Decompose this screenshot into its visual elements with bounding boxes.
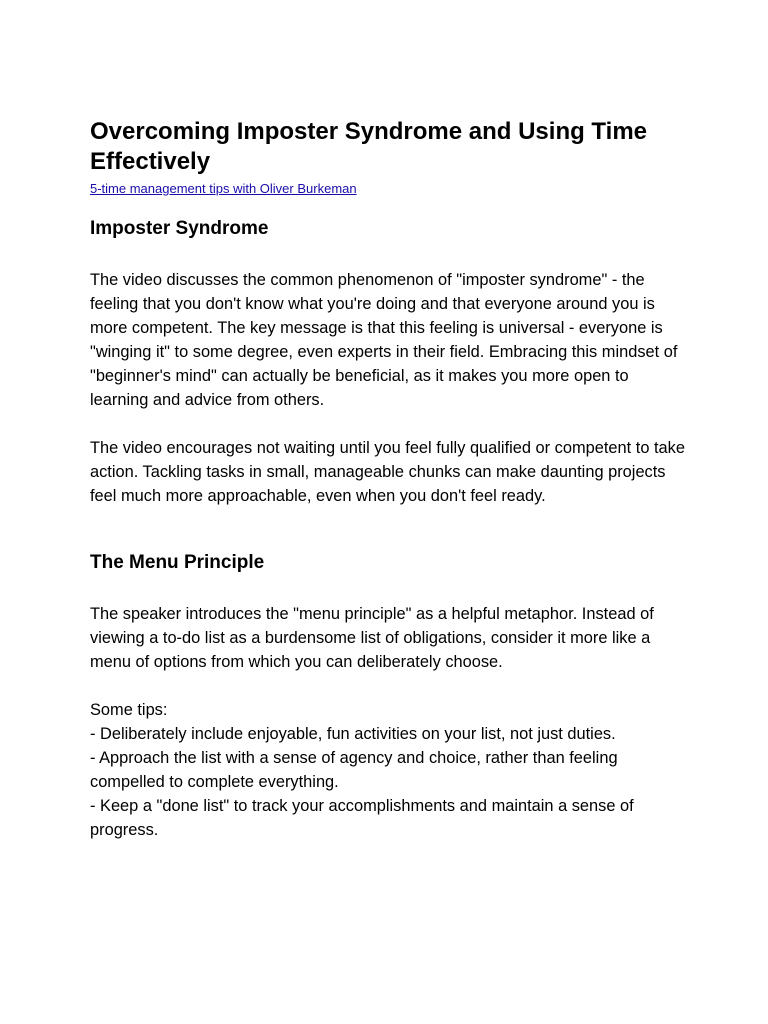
section-heading-menu-principle: The Menu Principle — [90, 552, 265, 573]
document-title: Overcoming Imposter Syndrome and Using Time Effectively — [90, 118, 648, 175]
tip-item: - Keep a "done list" to track your accomplishments and maintain a sense of progress. — [90, 797, 634, 839]
document-page — [90, 117, 690, 842]
section-heading-imposter-syndrome: Imposter Syndrome — [90, 218, 269, 239]
tips-block — [90, 698, 690, 842]
source-video-link[interactable]: 5-time management tips with Oliver Burkeman — [90, 181, 357, 196]
tip-item: - Approach the list with a sense of agency and choice, rather than feeling compelled to complete everything. — [90, 749, 618, 791]
paragraph: The speaker introduces the "menu principle" as a helpful metaphor. Instead of viewing a to-do list as a burdensome list of obligations, consider it more like a menu of options from which you can deliberately choose. — [90, 605, 654, 671]
tip-item: - Deliberately include enjoyable, fun activities on your list, not just duties. — [90, 725, 616, 743]
paragraph: The video encourages not waiting until you feel fully qualified or competent to take action. Tackling tasks in small, manageable chunks can make daunting projects feel much more approachable, even when you don't feel ready. — [90, 439, 685, 505]
paragraph: The video discusses the common phenomenon of "imposter syndrome" - the feeling that you don't know what you're doing and that everyone around you is more competent. The key message is that this feeling is universal - everyone is "winging it" to some degree, even experts in their field. Embracing this mindset of "beginner's mind" can actually be beneficial, as it makes you more open to learning and advice from others. — [90, 271, 678, 409]
tips-intro: Some tips: — [90, 701, 168, 719]
